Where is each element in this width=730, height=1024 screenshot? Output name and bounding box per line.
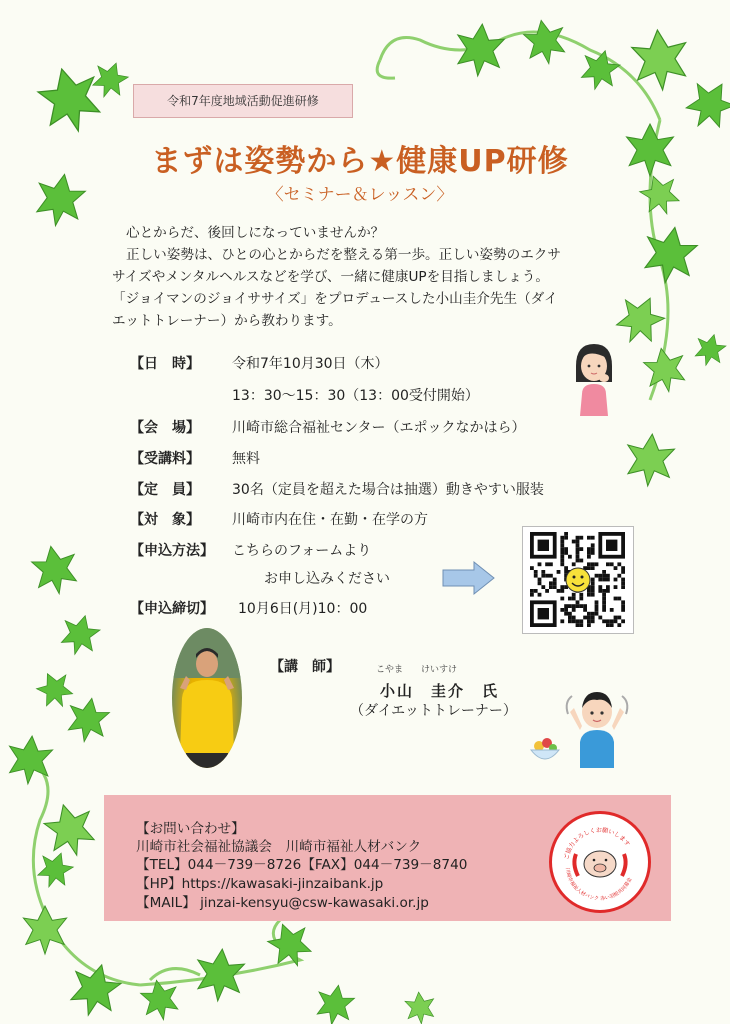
info-value: 30名（定員を超えた場合は抽選）動きやすい服装 <box>232 482 544 498</box>
ivy-leaf <box>636 170 684 220</box>
info-key: 【申込方法】 <box>130 543 214 559</box>
page-subtitle: 〈セミナー＆レッスン〉 <box>266 185 454 205</box>
intro-line: 「ジョイマンのジョイササイズ」をプロデュースした小山圭介先生（ダイ <box>112 291 558 307</box>
ivy-leaf <box>34 62 106 139</box>
ivy-leaf <box>522 17 569 67</box>
ivy-leaf <box>692 331 728 369</box>
contact-tel-fax: 【TEL】044－739－8726【FAX】044－739－8740 <box>136 857 468 873</box>
contact-hp-link[interactable]: 【HP】https://kawasaki-jinzaibank.jp <box>136 876 384 892</box>
ivy-leaf <box>30 543 81 598</box>
info-key: 【受講料】 <box>130 451 200 467</box>
lecturer-photo <box>172 628 242 768</box>
info-value: 10月6日(月)10：00 <box>238 601 368 617</box>
ivy-leaf <box>32 170 87 229</box>
ivy-leaf <box>41 799 100 861</box>
ivy-leaf <box>404 991 435 1024</box>
ivy-leaf <box>194 947 245 1003</box>
ivy-leaf <box>640 223 699 287</box>
woman-thinking-illustration <box>568 338 620 416</box>
lecturer-title: （ダイエットトレーナー） <box>350 703 517 719</box>
info-key: 【日 時】 <box>130 356 200 372</box>
ivy-vine <box>380 32 660 120</box>
badge-bottom-text: 川崎市福祉人材バンク 赤い羽根共同募金 <box>563 867 634 903</box>
lecturer-ruby: こやま けいすけ <box>376 665 458 675</box>
info-value: 川崎市内在住・在勤・在学の方 <box>232 512 428 528</box>
info-key: 【対 象】 <box>130 512 200 528</box>
info-key: 【定 員】 <box>130 482 200 498</box>
ivy-leaf <box>65 695 112 745</box>
intro-line: 心とからだ、後回しになっていませんか？ <box>126 225 385 241</box>
ivy-leaf <box>624 432 675 488</box>
intro-line: 正しい姿勢は、ひとの心とからだを整える第一歩。正しい姿勢のエクサ <box>126 247 561 263</box>
red-feather-badge <box>549 811 651 913</box>
info-value: 13：30～15：30（13：00受付開始） <box>232 388 479 404</box>
lecturer-label: 【講 師】 <box>270 659 340 675</box>
info-value: 無料 <box>232 451 260 467</box>
qr-code[interactable] <box>522 526 634 634</box>
smiley-icon <box>566 568 590 592</box>
intro-line: エットトレーナー）から教わります。 <box>112 313 342 329</box>
intro-text <box>112 222 632 332</box>
contact-org: 川崎市社会福祉協議会 川崎市福祉人材バンク <box>136 839 422 855</box>
ivy-leaf <box>57 611 102 659</box>
info-value: こちらのフォームより <box>232 543 372 559</box>
man-stretching-illustration <box>562 684 632 768</box>
ivy-leaf <box>627 124 674 176</box>
intro-line: サイズやメンタルヘルスなどを学び、一緒に健康UPを目指しましょう。 <box>112 269 549 285</box>
info-value: 川崎市総合福祉センター（エポックなかはら） <box>232 420 526 436</box>
info-value: 令和7年10月30日（木） <box>232 356 389 372</box>
badge-top-text: ご協力よろしくお願いします <box>563 826 632 861</box>
lecturer-name: 小山 圭介 氏 <box>380 682 500 700</box>
ivy-leaf <box>66 959 125 1021</box>
contact-heading: 【お問い合わせ】 <box>136 821 245 837</box>
ivy-leaf <box>630 28 689 92</box>
arrow-right-icon <box>442 560 496 596</box>
ivy-vine <box>377 60 395 78</box>
ivy-vine <box>150 969 200 980</box>
ribbon-label: 令和7年度地域活動促進研修 <box>133 84 353 118</box>
ivy-leaf <box>34 848 77 893</box>
ivy-leaf <box>679 73 730 136</box>
ivy-leaf <box>89 58 132 103</box>
page-title: まずは姿勢から★健康UP研修 <box>151 144 569 179</box>
info-key: 【会 場】 <box>130 420 200 436</box>
info-key: 【申込締切】 <box>130 601 214 617</box>
ivy-leaf <box>314 982 356 1024</box>
fruit-bowl-icon <box>528 734 562 764</box>
info-value: お申し込みください <box>264 571 390 587</box>
ivy-leaf <box>23 906 66 954</box>
ivy-leaf <box>264 918 316 973</box>
contact-mail-link[interactable]: 【MAIL】 jinzai-kensyu@csw-kawasaki.or.jp <box>136 895 429 911</box>
